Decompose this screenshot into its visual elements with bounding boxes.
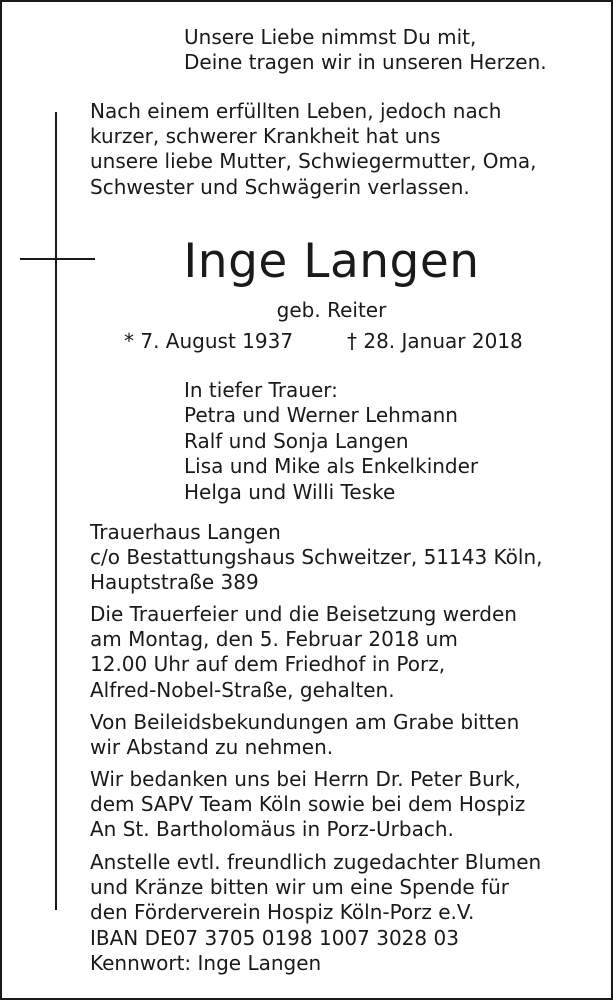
intro-line: Schwester und Schwägerin verlassen.	[90, 174, 470, 199]
condolence-line: wir Abstand zu nehmen.	[90, 735, 334, 760]
donation-keyword: Kennwort: Inge Langen	[90, 950, 322, 975]
mourner-name: Helga und Willi Teske	[184, 479, 396, 504]
thanks-note	[90, 767, 525, 843]
thanks-line: Wir bedanken uns bei Herrn Dr. Peter Burk,	[90, 767, 521, 791]
condolence-line: Von Beileidsbekundungen am Grabe bitten	[90, 710, 520, 734]
donation-iban: IBAN DE07 3705 0198 1007 3028 03	[90, 925, 459, 950]
birth-date: * 7. August 1937	[124, 329, 294, 353]
donation-line: und Kränze bitten wir um eine Spende für	[90, 875, 509, 900]
deceased-name: Inge Langen	[183, 234, 480, 289]
donation-request	[90, 850, 541, 976]
funeral-line: Die Trauerfeier und die Beisetzung werden	[90, 602, 517, 626]
address-line: Hauptstraße 389	[90, 570, 259, 595]
address-line: Trauerhaus Langen	[90, 520, 281, 544]
mourners-heading: In tiefer Trauer:	[184, 378, 338, 402]
mourner-name: Petra und Werner Lehmann	[184, 403, 458, 428]
funeral-line: 12.00 Uhr auf dem Friedhof in Porz,	[90, 652, 446, 677]
funeral-line: am Montag, den 5. Februar 2018 um	[90, 627, 458, 652]
poem-line-2: Deine tragen wir in unseren Herzen.	[184, 50, 547, 74]
intro-line: kurzer, schwerer Krankheit hat uns	[90, 124, 441, 149]
intro-text	[90, 99, 537, 200]
mourner-name: Ralf und Sonja Langen	[184, 428, 409, 453]
address-line: c/o Bestattungshaus Schweitzer, 51143 Köln,	[90, 545, 543, 570]
donation-line: den Förderverein Hospiz Köln-Porz e.V.	[90, 900, 475, 925]
mourning-house-address	[90, 520, 543, 596]
funeral-line: Alfred-Nobel-Straße, gehalten.	[90, 677, 395, 702]
poem-line-1: Unsere Liebe nimmst Du mit,	[184, 25, 477, 49]
intro-line: unsere liebe Mutter, Schwiegermutter, Oma,	[90, 149, 537, 174]
mourners-list	[184, 378, 478, 505]
mourner-name: Lisa und Mike als Enkelkinder	[184, 454, 479, 479]
death-date: † 28. Januar 2018	[347, 329, 523, 353]
intro-line: Nach einem erfüllten Leben, jedoch nach	[90, 99, 502, 123]
funeral-info	[90, 602, 517, 703]
condolence-note	[90, 710, 519, 760]
maiden-name: geb. Reiter	[276, 298, 387, 322]
thanks-line: An St. Bartholomäus in Porz-Urbach.	[90, 817, 454, 842]
cross-vertical-bar	[55, 112, 57, 910]
thanks-line: dem SAPV Team Köln sowie bei dem Hospiz	[90, 792, 526, 817]
donation-line: Anstelle evtl. freundlich zugedachter Blumen	[90, 850, 542, 874]
